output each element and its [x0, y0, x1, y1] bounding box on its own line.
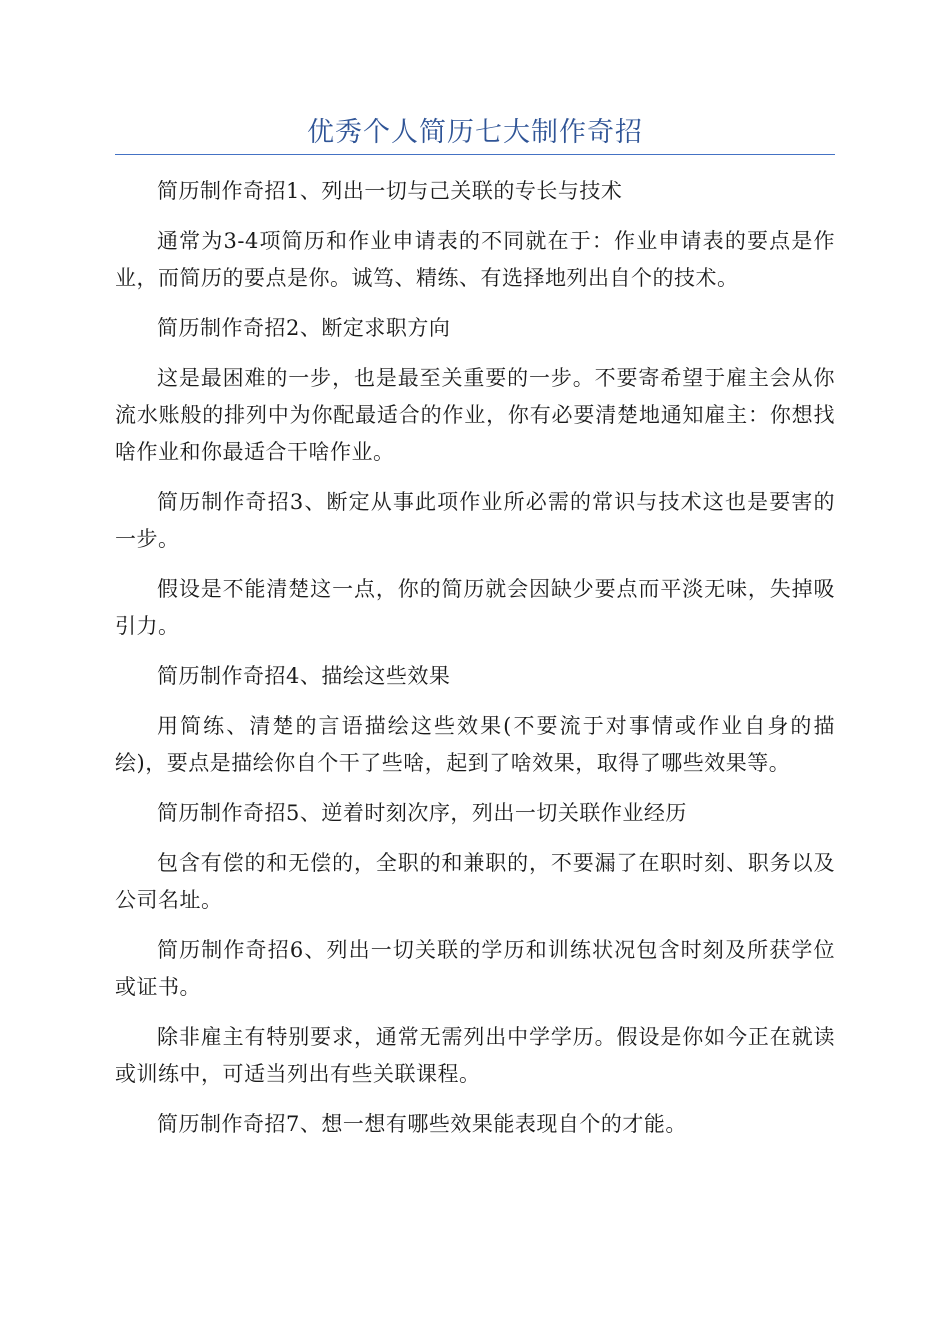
document-title: 优秀个人简历七大制作奇招 [307, 117, 643, 148]
paragraph-tip-2: 这是最困难的一步，也是最至关重要的一步。不要寄希望于雇主会从你流水账般的排列中为你配最适合的作业，你有必要清楚地通知雇主：你想找啥作业和你最适合干啥作业。 [115, 366, 835, 464]
heading-tip-2: 简历制作奇招2、断定求职方向 [157, 316, 451, 340]
heading-tip-6: 简历制作奇招6、列出一切关联的学历和训练状况包含时刻及所获学位或证书。 [115, 938, 835, 999]
paragraph-tip-5: 包含有偿的和无偿的，全职的和兼职的，不要漏了在职时刻、职务以及公司名址。 [115, 851, 835, 912]
heading-tip-3: 简历制作奇招3、断定从事此项作业所必需的常识与技术这也是要害的一步。 [115, 490, 835, 551]
title-underline [115, 154, 835, 155]
heading-tip-7: 简历制作奇招7、想一想有哪些效果能表现自个的才能。 [157, 1112, 687, 1136]
paragraph-tip-3: 假设是不能清楚这一点，你的简历就会因缺少要点而平淡无味，失掉吸引力。 [115, 577, 835, 638]
paragraph-tip-4: 用简练、清楚的言语描绘这些效果(不要流于对事情或作业自身的描绘)，要点是描绘你自个干了些啥，起到了啥效果，取得了哪些效果等。 [115, 714, 835, 775]
paragraph-tip-1: 通常为3-4项简历和作业申请表的不同就在于：作业申请表的要点是作业，而简历的要点是你。诚笃、精练、有选择地列出自个的技术。 [115, 229, 835, 290]
paragraph-tip-6: 除非雇主有特别要求，通常无需列出中学学历。假设是你如今正在就读或训练中，可适当列出有些关联课程。 [115, 1025, 835, 1086]
heading-tip-1: 简历制作奇招1、列出一切与己关联的专长与技术 [157, 179, 623, 203]
document-body [115, 173, 835, 1156]
heading-tip-4: 简历制作奇招4、描绘这些效果 [157, 664, 451, 688]
heading-tip-5: 简历制作奇招5、逆着时刻次序，列出一切关联作业经历 [157, 801, 687, 825]
